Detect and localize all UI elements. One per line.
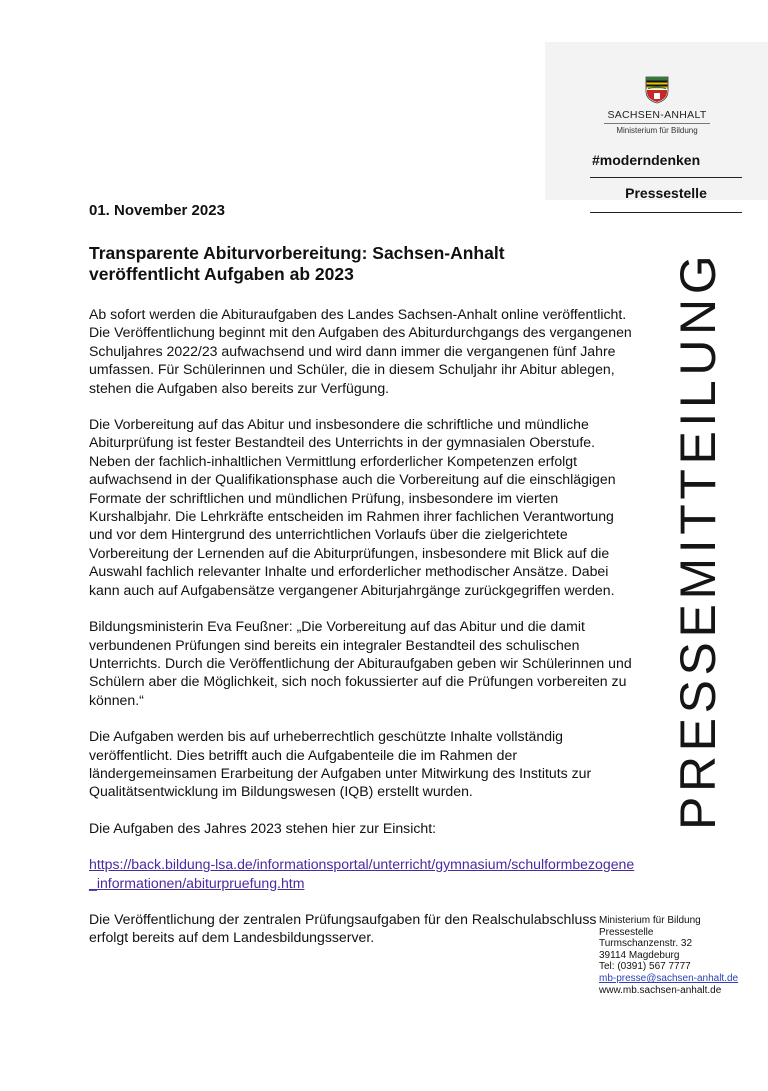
logo-divider <box>604 123 710 124</box>
footer-city: 39114 Magdeburg <box>599 949 680 961</box>
department-label: Pressestelle <box>625 185 707 201</box>
vertical-title: PRESSEMITTEILUNG <box>670 250 726 830</box>
header-rule-top <box>590 177 742 178</box>
tasks-link[interactable]: https://back.bildung-lsa.de/informationsportal/unterricht/gymnasium/schulformbezogene_informationen/abiturpruefung.htm <box>89 856 635 891</box>
coat-of-arms-icon <box>645 76 669 104</box>
ministry-subtitle: Ministerium für Bildung <box>616 126 698 135</box>
contact-block <box>599 915 759 996</box>
footer-phone: Tel: (0391) 567 7777 <box>599 961 691 973</box>
paragraph: Bildungsministerin Eva Feußner: „Die Vorbereitung auf das Abitur und die damit verbundenen Prüfungen sind bereits ein integraler Bestandteil des schulischen Unterrichts. Durch die Veröffentlichung der Abituraufgaben geben wir Schülerinnen und Schülern aber die Möglichkeit, sich noch fokussierter auf die Prüfungen vorbereiten zu können.“ <box>89 618 632 708</box>
article-body <box>89 305 639 965</box>
paragraph: Die Aufgaben werden bis auf urheberrechtlich geschützte Inhalte vollständig veröffentlicht. Dies betrifft auch die Aufgabenteile die im Rahmen der ländergemeinsamen Erarbeitung der Aufgaben unter Mitwirkung des Instituts zur Qualitätsentwicklung im Bildungswesen (IQB) erstellt wurden. <box>89 728 592 800</box>
hashtag: #moderndenken <box>592 152 701 168</box>
closing-paragraph: Die Veröffentlichung der zentralen Prüfungsaufgaben für den Realschulabschluss erfolgt bereits auf dem Landesbildungsserver. <box>89 910 597 946</box>
footer-website[interactable]: www.mb.sachsen-anhalt.de <box>599 984 722 996</box>
state-name: SACHSEN-ANHALT <box>607 109 707 121</box>
headline: Transparente Abiturvorbereitung: Sachsen-Anhalt veröffentlicht Aufgaben ab 2023 <box>89 243 505 284</box>
paragraph: Die Vorbereitung auf das Abitur und insbesondere die schriftliche und mündliche Abiturprüfung ist fester Bestandteil des Unterrichts in der gymnasialen Oberstufe. Neben der fachlich-inhaltlichen Vermittlung erforderlicher Kompetenzen erfolgt aufwachsend in der Qualifikationsphase auch die Vorbereitung auf die einschlägigen Formate der schriftlichen und mündlichen Prüfung, insbesondere im vierten Kurshalbjahr. Die Lehrkräfte entscheiden im Rahmen ihrer fachlichen Verantwortung und vor dem Hintergrund des unterrichtlichen Vorlaufs über die zielgerichtete Vorbereitung der Lernenden auf die Abiturprüfungen, insbesondere mit Blick auf die Auswahl fachlich relevanter Inhalte und erforderlicher methodischer Ansätze. Dabei kann auch auf Aufgabensätze vergangener Abiturjahrgänge zurückgegriffen werden. <box>89 416 616 598</box>
paragraph: Ab sofort werden die Abituraufgaben des Landes Sachsen-Anhalt online veröffentlicht. Die Veröffentlichung beginnt mit den Aufgaben des Abiturdurchgangs des vergangenen Schuljahres 2022/23 aufwachsend und wird dann immer die vergangenen fünf Jahre umfassen. Für Schülerinnen und Schüler, die in diesem Schuljahr ihr Abitur ablegen, stehen die Aufgaben also bereits zur Verfügung. <box>89 306 632 396</box>
footer-email-link[interactable]: mb-presse@sachsen-anhalt.de <box>599 972 739 984</box>
footer-department: Pressestelle <box>599 926 654 938</box>
footer-ministry: Ministerium für Bildung <box>599 915 701 926</box>
footer-street: Turmschanzenstr. 32 <box>599 938 693 950</box>
header-rule-bottom <box>590 212 742 213</box>
paragraph: Die Aufgaben des Jahres 2023 stehen hier zur Einsicht: <box>89 819 437 836</box>
release-date: 01. November 2023 <box>89 202 225 219</box>
